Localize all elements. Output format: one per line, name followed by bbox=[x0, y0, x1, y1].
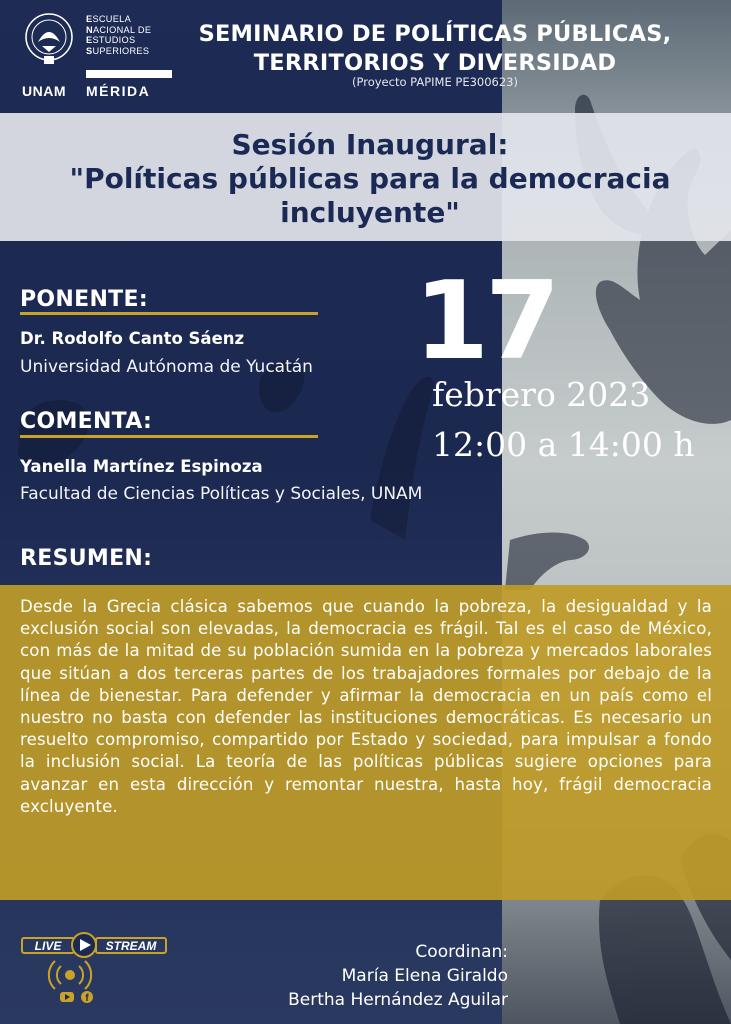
logo-bar bbox=[86, 70, 172, 78]
speaker-name: Dr. Rodolfo Canto Sáenz bbox=[20, 329, 245, 348]
unam-seal-icon bbox=[24, 12, 74, 66]
facebook-icon bbox=[81, 991, 93, 1004]
event-month-year: febrero 2023 bbox=[432, 375, 651, 414]
youtube-icon bbox=[60, 992, 74, 1002]
unam-label: UNAM bbox=[22, 83, 66, 99]
live-label: LIVE bbox=[34, 939, 62, 953]
coordinator-name: María Elena Giraldo bbox=[341, 966, 508, 986]
svg-text:f: f bbox=[85, 993, 89, 1004]
campus-label: MÉRIDA bbox=[86, 83, 151, 99]
summary-text: Desde la Grecia clásica sabemos que cuando la pobreza, la desigualdad y la exclusión social son elevadas, la democracia es frágil. Tal es el caso de México, con más de la mitad de su población sumida en la pobreza y mercados laborales que sitúan a dos terceras partes de los trabajadores formales por debajo de la línea de bienestar. Para defender y afirmar la democracia en un país como el nuestro no basta con defender las instituciones democráticas. Es necesario un resuelto compromiso, compartido por Estado y sociedad, para impulsar a fondo la inclusión social. La teoría de las políticas públicas sugiere opciones para avanzar en esta dirección y remontar nuestra, hasta hoy, frágil democracia excluyente. bbox=[20, 597, 712, 816]
speaker-institution: Universidad Autónoma de Yucatán bbox=[20, 357, 313, 377]
commentator-heading: COMENTA: bbox=[20, 409, 153, 434]
speaker-underline bbox=[20, 312, 318, 315]
school-name: ESCUELA NACIONAL DE ESTUDIOS SUPERIORES bbox=[86, 14, 152, 56]
project-code: (Proyecto PAPIME PE300623) bbox=[352, 75, 518, 89]
commentator-underline bbox=[20, 435, 318, 438]
speaker-heading: PONENTE: bbox=[20, 287, 148, 312]
seminar-title: SEMINARIO DE POLÍTICAS PÚBLICAS, TERRITORIOS Y DIVERSIDAD bbox=[198, 21, 672, 76]
session-title: Sesión Inaugural: "Políticas públicas para la democracia incluyente" bbox=[69, 128, 671, 229]
event-time: 12:00 a 14:00 h bbox=[432, 425, 695, 464]
livestream-badge bbox=[20, 930, 170, 1010]
coordinator-name: Bertha Hernández Aguilar bbox=[288, 990, 508, 1010]
commentator-name: Yanella Martínez Espinoza bbox=[20, 457, 263, 476]
summary-heading: RESUMEN: bbox=[20, 546, 153, 571]
coordinators-heading: Coordinan: bbox=[415, 942, 508, 962]
event-day: 17 bbox=[414, 259, 557, 384]
broadcast-icon bbox=[49, 961, 91, 989]
stream-label: STREAM bbox=[105, 939, 157, 953]
commentator-institution: Facultad de Ciencias Políticas y Sociales, UNAM bbox=[20, 484, 423, 504]
coordinators bbox=[228, 940, 508, 1012]
unam-enes-logo bbox=[22, 12, 154, 99]
